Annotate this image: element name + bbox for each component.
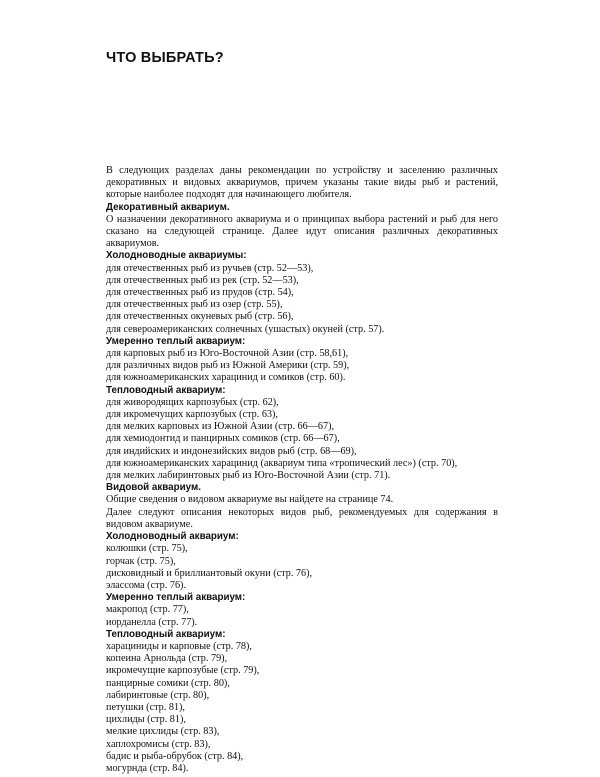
list-item: для североамериканских солнечных (ушастых) окуней (стр. 57).: [106, 323, 385, 335]
paragraph: О назначении декоративного аквариума и о принципах выбора растений и рыб для него сказано на следующей странице. Далее идут описания различных декоративных аквариумов.: [106, 213, 498, 250]
list-item: для живородящих карпозубых (стр. 62),: [106, 396, 279, 408]
list-item: харациниды и карповые (стр. 78),: [106, 640, 252, 652]
subsection-heading: Холодноводный аквариум:: [106, 531, 239, 543]
list-item: для мелких лабиринтовых рыб из Юго-Восточной Азии (стр. 71).: [106, 470, 391, 482]
list-item: могурнда (стр. 84).: [106, 762, 189, 774]
list-item: для южноамериканских харацинид (аквариум типа «тропический лес») (стр. 70),: [106, 457, 458, 469]
list-item: для индийских и индонезийских видов рыб (стр. 68—69),: [106, 445, 357, 457]
list-item: для отечественных рыб из ручьев (стр. 52—53),: [106, 262, 314, 274]
subsection-heading: Умеренно теплый аквариум:: [106, 592, 246, 604]
subsection-heading: Тепловодный аквариум:: [106, 384, 226, 396]
list-item: для икромечущих карпозубых (стр. 63),: [106, 409, 278, 421]
list-item: горчак (стр. 75),: [106, 555, 176, 567]
article-body: [106, 165, 498, 775]
section-heading: Видовой аквариум.: [106, 482, 201, 494]
section-heading: Декоративный аквариум.: [106, 201, 230, 213]
list-item: петушки (стр. 81),: [106, 701, 185, 713]
list-item: для отечественных рыб из прудов (стр. 54),: [106, 287, 294, 299]
subsection-heading: Холодноводные аквариумы:: [106, 250, 247, 262]
list-item: для хемиодонтид и панцирных сомиков (стр. 66—67),: [106, 433, 340, 445]
list-item: копеина Арнольда (стр. 79),: [106, 653, 228, 665]
list-item: цихлиды (стр. 81),: [106, 714, 186, 726]
subsection-heading: Умеренно теплый аквариум:: [106, 335, 246, 347]
paragraph: В следующих разделах даны рекомендации по устройству и заселению различных декоративных и видовых аквариумов, причем указаны такие виды рыб и растений, которые наиболее подходят для начинающего любителя.: [106, 165, 498, 201]
paragraph: Далее следуют описания некоторых видов рыб, рекомендуемых для содержания в видовом аквариуме.: [106, 506, 498, 530]
list-item: для отечественных рыб из рек (стр. 52—53),: [106, 274, 299, 286]
page-title: ЧТО ВЫБРАТЬ?: [106, 50, 224, 66]
list-item: макропод (стр. 77),: [106, 604, 189, 616]
list-item: иорданелла (стр. 77).: [106, 616, 198, 628]
list-item: для мелких карповых из Южной Азии (стр. 66—67),: [106, 421, 335, 433]
list-item: хаплохромисы (стр. 83),: [106, 738, 211, 750]
subsection-heading: Тепловодный аквариум:: [106, 628, 226, 640]
list-item: лабиринтовые (стр. 80),: [106, 689, 210, 701]
list-item: колюшки (стр. 75),: [106, 543, 188, 555]
list-item: для отечественных окуневых рыб (стр. 56),: [106, 311, 294, 323]
list-item: для различных видов рыб из Южной Америки (стр. 59),: [106, 360, 350, 372]
list-item: мелкие цихлиды (стр. 83),: [106, 726, 220, 738]
list-item: для южноамериканских харацинид и сомиков (стр. 60).: [106, 372, 346, 384]
list-item: икромечущие карпозубые (стр. 79),: [106, 665, 260, 677]
paragraph: Общие сведения о видовом аквариуме вы найдете на странице 74.: [106, 494, 394, 506]
list-item: элассома (стр. 76).: [106, 579, 186, 591]
list-item: бадис и рыба-обрубок (стр. 84),: [106, 750, 244, 762]
list-item: дисковидный и бриллиантовый окуни (стр. 76),: [106, 567, 313, 579]
list-item: панцирные сомики (стр. 80),: [106, 677, 230, 689]
list-item: для карповых рыб из Юго-Восточной Азии (стр. 58,61),: [106, 348, 349, 360]
list-item: для отечественных рыб из озер (стр. 55),: [106, 299, 283, 311]
